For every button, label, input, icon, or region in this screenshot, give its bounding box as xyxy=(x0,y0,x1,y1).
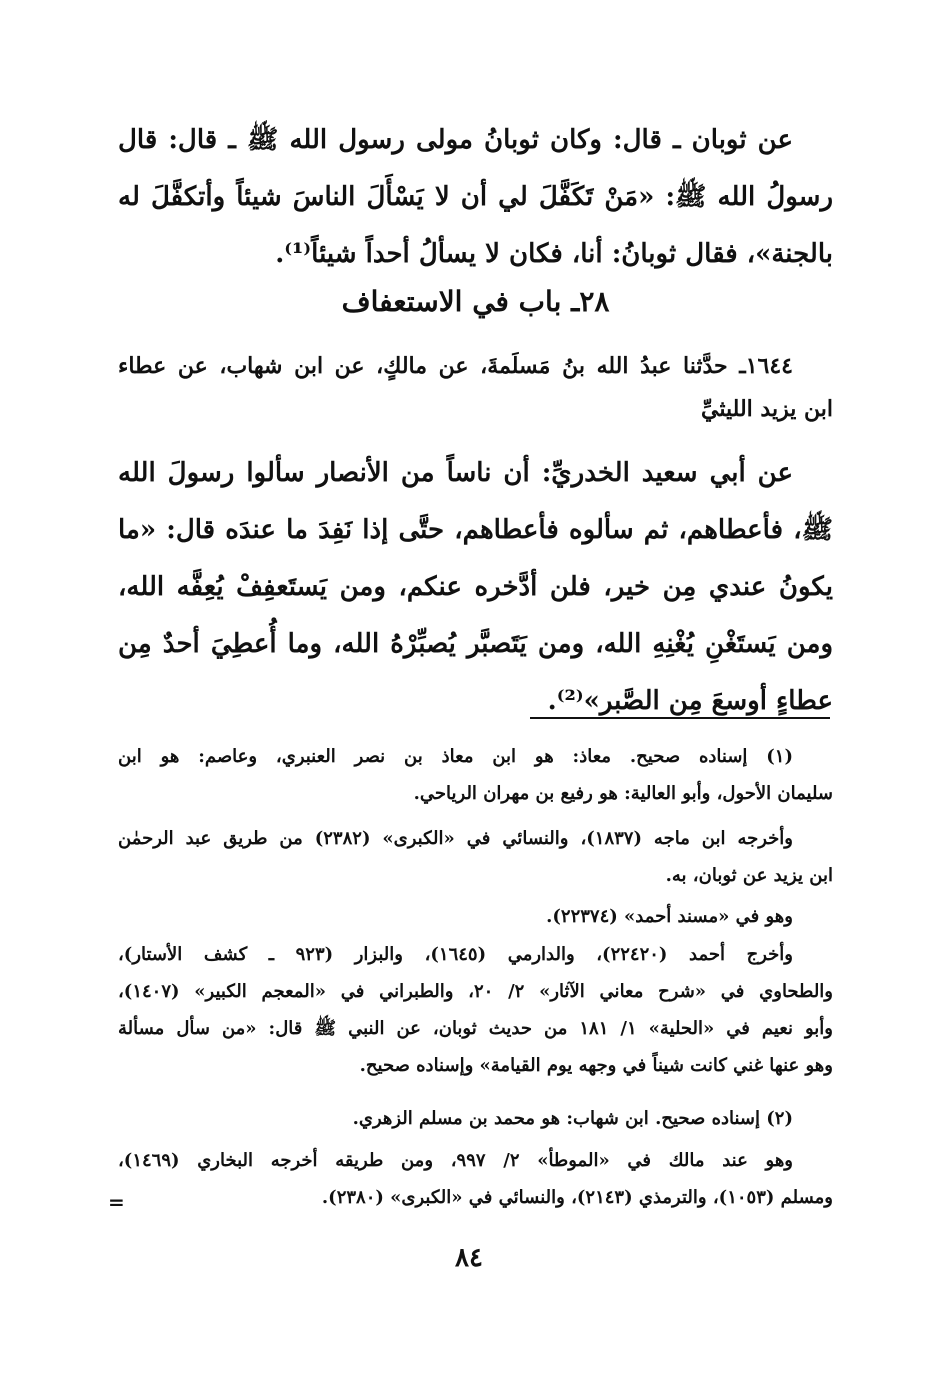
footnote-1-musnad xyxy=(118,898,833,935)
footnote-line: والطحاوي في «شرح معاني الآثار» ٢/ ٢٠، والطبراني في «المعجم الكبير» (١٤٠٧)، xyxy=(118,981,833,1002)
text-line: يكونُ عندي مِن خير، فلن أدَّخره عنكم، ومن يَستَعفِفْ يُعِفَّه الله، xyxy=(118,572,833,602)
hadith-isnad xyxy=(118,345,833,431)
text-line: رسولُ الله ﷺ: «مَنْ تَكَفَّلَ لي أن لا يَسْأَلَ الناسَ شيئاً وأتكفَّلَ له xyxy=(118,182,833,212)
footnote-2 xyxy=(118,1100,833,1137)
footnote-line: ومسلم (١٠٥٣)، والترمذي (٢١٤٣)، والنسائي في «الكبرى» (٢٣٨٠). xyxy=(321,1187,833,1208)
footnote-line: وأخرجه ابن ماجه (١٨٣٧)، والنسائي في «الكبرى» (٢٣٨٢) من طريق عبد الرحمٰن xyxy=(118,828,793,849)
footnote-1-other-sources xyxy=(118,936,833,1084)
footnote-line: (١) إسناده صحيح. معاذ: هو ابن معاذ بن نصر العنبري، وعاصم: هو ابن xyxy=(118,746,793,767)
footnote-line: سليمان الأحول، وأبو العالية: هو رفيع بن مهران الرياحي. xyxy=(413,783,833,804)
text-line: عن ثوبان ـ قال: وكان ثوبانُ مولى رسول الله ﷺ ـ قال: قال xyxy=(118,125,793,155)
page-number: ٨٤ xyxy=(455,1243,483,1273)
text-line: ﷺ، فأعطاهم، ثم سألوه فأعطاهم، حتَّى إذا نَفِدَ ما عندَه قال: «ما xyxy=(118,515,833,545)
footnote-line: وهو عند مالك في «الموطأ» ٢/ ٩٩٧، ومن طريقه أخرجه البخاري (١٤٦٩)، xyxy=(118,1150,793,1171)
main-paragraph-2 xyxy=(118,445,833,730)
text-line: ١٦٤٤ـ حدَّثنا عبدُ الله بنُ مَسلَمةَ، عن مالكٍ، عن ابن شهاب، عن عطاء xyxy=(118,353,793,379)
chapter-heading: ٢٨ـ باب في الاستعفاف xyxy=(341,285,610,318)
text-line: بالجنة»، فقال ثوبانُ: أنا، فكان لا يسألُ أحداً شيئاً⁽¹⁾. xyxy=(275,239,833,269)
footnote-line: (٢) إسناده صحيح. ابن شهاب: هو محمد بن مسلم الزهري. xyxy=(352,1108,793,1129)
footnote-line: ابن يزيد عن ثوبان، به. xyxy=(665,865,833,886)
footnote-2-takhrij xyxy=(118,1142,833,1216)
footnote-line: وأبو نعيم في «الحلية» ١/ ١٨١ من حديث ثوبان، عن النبي ﷺ قال: «من سأل مسألة xyxy=(118,1018,833,1039)
text-line: ابن يزيد الليثيِّ xyxy=(701,396,833,422)
footnote-line: وأخرج أحمد (٢٢٤٢٠)، والدارمي (١٦٤٥)، والبزار (٩٢٣ ـ كشف الأستار)، xyxy=(118,944,793,965)
main-paragraph-1 xyxy=(118,112,833,283)
footnote-line: وهو في «مسند أحمد» (٢٢٣٧٤). xyxy=(546,906,793,927)
continuation-mark: = xyxy=(108,1190,125,1214)
text-line: عطاءٍ أوسعَ مِن الصَّبر»⁽²⁾. xyxy=(547,686,833,716)
footnote-1 xyxy=(118,738,833,812)
footnote-separator xyxy=(530,717,830,719)
footnote-1-takhrij xyxy=(118,820,833,894)
text-line: عن أبي سعيد الخدريِّ: أن ناساً من الأنصار سألوا رسولَ الله xyxy=(118,458,793,488)
text-line: ومن يَستَغْنِ يُغْنِهِ الله، ومن يَتَصبَّر يُصبِّرْهُ الله، وما أُعطِيَ أحدٌ مِن xyxy=(118,629,833,659)
footnote-line: وهو عنها غني كانت شيناً في وجهه يوم القيامة» وإسناده صحيح. xyxy=(359,1055,833,1076)
